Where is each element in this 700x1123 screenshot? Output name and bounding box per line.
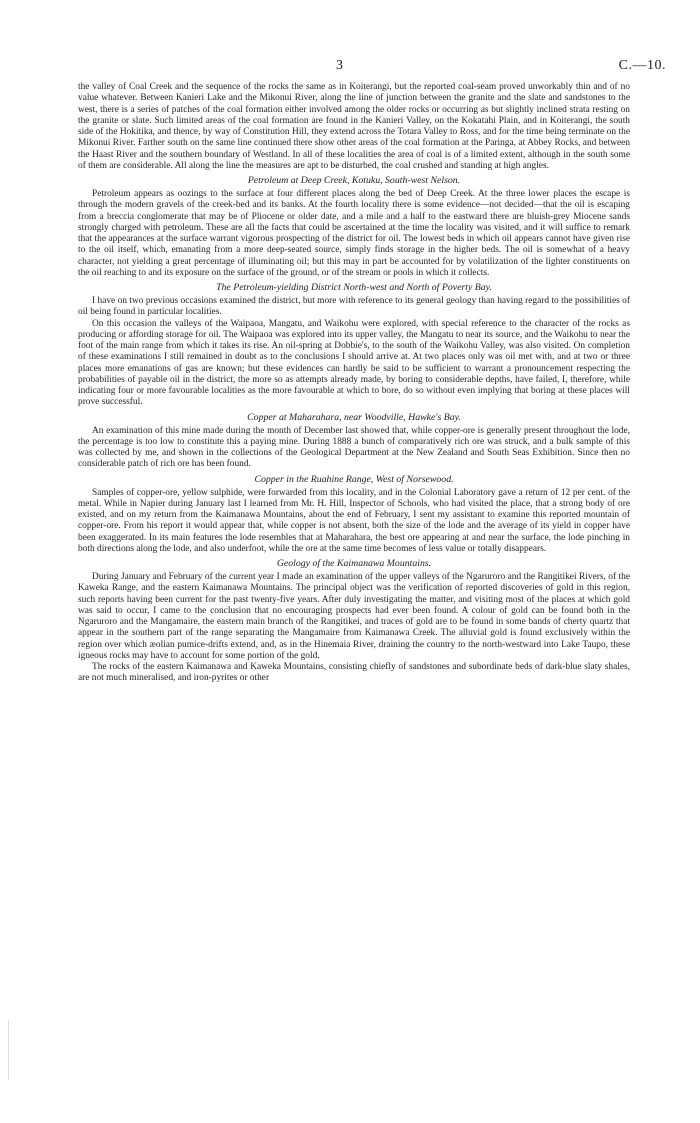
paragraph: An examination of this mine made during the month of December last showed that, while copper-ore is generally present throughout the lode, the percentage is too low to constitute this a paying mine. During 1888 a bunch of comparatively rich ore was struck, and a bulk sample of this was collected by me, and shown in the collections of the Geological Department at the New Zealand and South Seas Exhibition. Since then no considerable patch of rich ore has been found.	[78, 425, 630, 470]
paragraph: I have on two previous occasions examined the district, but more with reference to its general geology than having regard to the possibilities of oil being found in particular localities.	[78, 296, 630, 318]
paragraph: Samples of copper-ore, yellow sulphide, were forwarded from this locality, and in the Colonial Laboratory gave a return of 12 per cent. of the metal. While in Napier during January last I learned from Mr. H. Hill, Inspector of Schools, who had visited the place, that a strong body of ore existed, and on my return from the Kaimanawa Mountains, about the end of February, I sent my assistant to examine this reported mountain of copper-ore. From his report it would appear that, while copper is not absent, both the size of the lode and the average of its yield in copper have been exaggerated. In its main features the lode resembles that at Maharahara, the best ore appearing at and near the surface, the lode pinching in both directions along the lode, and also underfoot, while the ore at the same time becomes of less value or totally disappears.	[78, 487, 630, 554]
paragraph: The rocks of the eastern Kaimanawa and Kaweka Mountains, consisting chiefly of sandstones and subordinate beds of dark-blue slaty shales, are not much mineralised, and iron-pyrites or other	[78, 662, 630, 684]
section-heading: Petroleum at Deep Creek, Kotuku, South-west Nelson.	[247, 175, 461, 186]
paragraph: Petroleum appears as oozings to the surface at four different places along the bed of Deep Creek. At the three lower places the escape is through the modern gravels of the creek-bed and its banks. At the fourth locality there is some evidence—not decided—that the oil is escaping from a breccia conglomerate that may be of Pliocene or older date, and a mile and a half to the eastward there are bluish-grey Miocene sands strongly charged with petroleum. These are all the facts that could be ascertained at the time the locality was visited, and it will suffice to remark that the appearances at the surface warrant vigorous prospecting of the district for oil. The lowest beds in which oil appears cannot have given rise to the oil itself, which, emanating from a more deep-seated source, simply finds storage in the higher beds. The oil is somewhat of a heavy character, not yielding a great percentage of illuminating oil; but this may in part be accounted for by volatilization of the lighter constituents on the oil reaching to and its exposure on the surface of the ground, or of the stream or pools in which it collects.	[78, 189, 630, 278]
document-code: C.—10.	[618, 58, 666, 73]
section-petroleum-deep-creek	[78, 175, 630, 279]
paragraph: During January and February of the current year I made an examination of the upper valleys of the Ngaruroro and the Rangitikei Rivers, of the Kaweka Range, and the eastern Kaimanawa Mountains. The principal object was the verification of reported discoveries of gold in this region, such reports having been current for the past twenty-five years. After duly investigating the matter, and visiting most of the places at which gold was said to occur, I came to the conclusion that no encouraging prospects had ever been found. A colour of gold can be found both in the Ngaruroro and the Mangamaire, the eastern main branch of the Rangitikei, and traces of gold are to be found in some bands of cherty quartz that appear in the southern part of the range separating the Mangamaire from Kaimanawa Creek. The alluvial gold is found exclusively within the region over which æolian pumice-drifts extend, and, as in the Hinemaia River, draining the country to the north-westward into Lake Taupo, these igneous rocks may have to account for some portion of the gold.	[78, 572, 630, 661]
section-copper-maharahara	[78, 412, 630, 471]
section-heading: Copper in the Ruahine Range, West of Norsewood.	[254, 473, 454, 485]
document-body	[78, 82, 630, 685]
paragraph: On this occasion the valleys of the Waipaoa, Mangatu, and Waikohu were explored, with special reference to the character of the rocks as producing or affording storage for oil. The Waipaoa was explored into its upper valley, the Mangatu to near its source, and the Waikohu to near the foot of the main range from which it takes its rise. An oil-spring at Dobbie's, to the south of the Waikohu Valley, was also visited. On completion of these examinations I still remained in doubt as to the conclusions I should arrive at. At two places only was oil met with, and at two or three places more emanations of gas are known; but these evidences can hardly be said to be sufficient to warrant a pronouncement respecting the probabilities of payable oil in the district, the more so as attempts already made, by boring to considerable depths, have failed, I, therefore, while indicating four or more favourable localities as the more favourable at which to bore, do so without even implying that boring at these places will prove successful.	[78, 318, 630, 408]
section-heading: Geology of the Kaimanawa Mountains.	[276, 558, 432, 569]
section-heading: Copper at Maharahara, near Woodville, Hawke's Bay.	[247, 411, 461, 423]
page-number: 3	[336, 58, 343, 73]
margin-mark	[8, 1020, 15, 1080]
section-coal-continuation	[78, 82, 630, 172]
section-copper-ruahine	[78, 474, 630, 556]
section-kaimanawa-geology	[78, 558, 630, 685]
section-poverty-bay-petroleum	[78, 282, 630, 409]
page-header	[78, 58, 678, 76]
paragraph: the valley of Coal Creek and the sequence of the rocks the same as in Koiterangi, but the reported coal-seam proved unworkably thin and of no value whatever. Between Kanieri Lake and the Mikonui River, along the line of junction between the granite and the slate and sandstones to the west, there is a series of patches of the coal formation either involved among the older rocks or occurring as but slightly inclined strata resting on the granite or slate. Such limited areas of the coal formation are found in the Kanieri Valley, on the Kokatahi Plain, and in Koiterangi, the south side of the Hokitika, and thence, by way of Constitution Hill, they extend across the Totara Valley to Ross, and for the time being terminate on the Mikonui River. Farther south on the same line continued there show other areas of the coal formation at the Paringa, at Abbey Rocks, and between the Haast River and the southern boundary of Westland. In all of these localities the area of coal is of a limited extent, although in the south some of them are considerable. All along the line the measures are apt to be disturbed, the coal crushed and standing at high angles.	[78, 82, 630, 171]
section-heading: The Petroleum-yielding District North-west and North of Poverty Bay.	[216, 282, 492, 293]
